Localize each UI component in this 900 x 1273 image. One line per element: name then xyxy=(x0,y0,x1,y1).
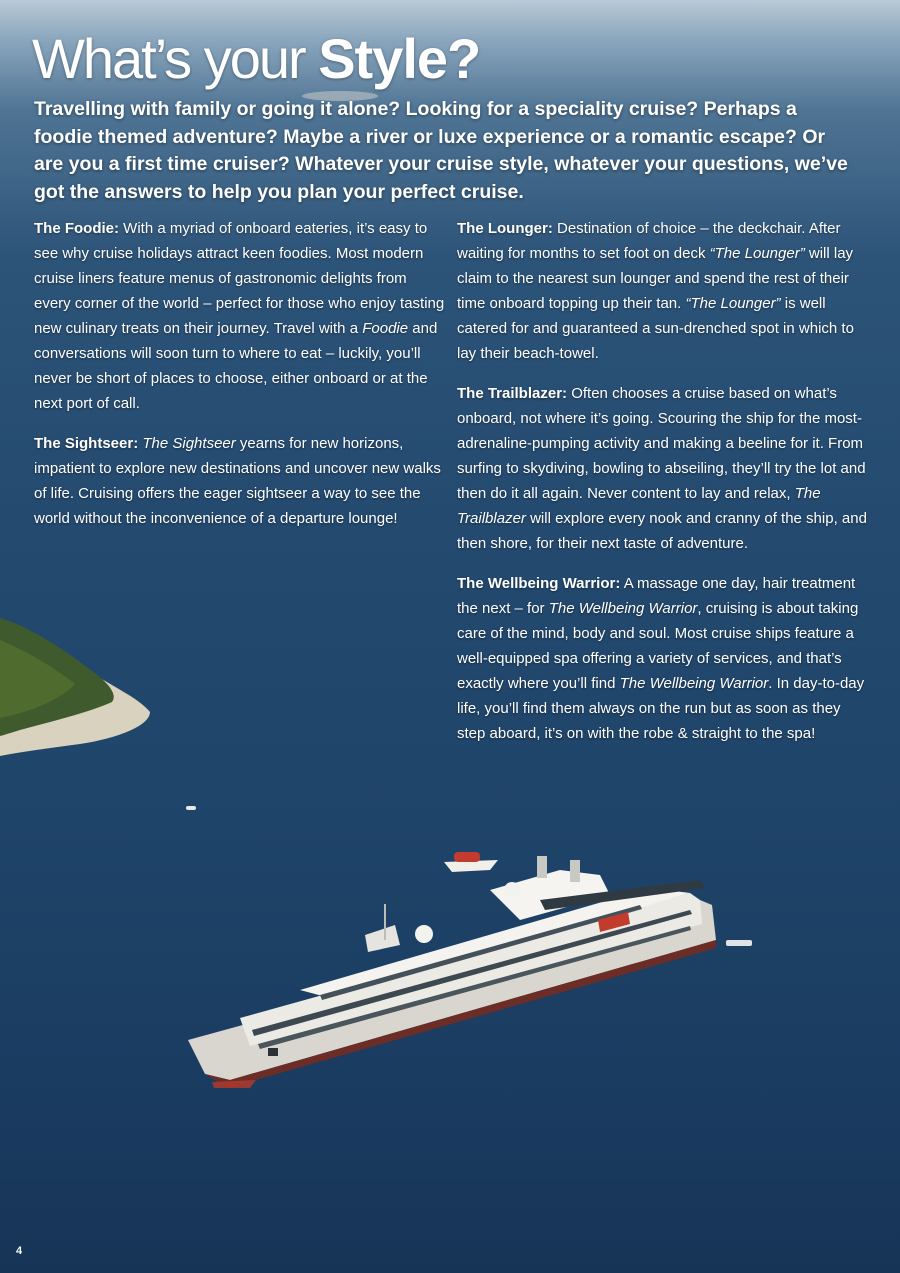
foodie-italic: Foodie xyxy=(362,320,409,337)
trailblazer-heading: The Trailblazer: xyxy=(457,385,568,402)
trailblazer-text: Often chooses a cruise based on what’s onboard, not where it’s going. Scouring the ship for the most-adrenaline-pumping activity and making a beeline for it. From surfing to skydiving, bowling to abseiling, they’ll try the lot and then do it all again. Never content to lay and relax, xyxy=(457,385,866,502)
tender-boat xyxy=(444,852,498,872)
foodie-paragraph xyxy=(34,216,446,416)
trailblazer-italic: The Trailblazer xyxy=(457,485,821,527)
title-light: What’s your xyxy=(32,27,305,90)
wellbeing-italic-2: The Wellbeing Warrior xyxy=(619,675,769,692)
intro-paragraph: Travelling with family or going it alone? Looking for a speciality cruise? Perhaps a foodie themed adventure? Maybe a river or luxe experience or a romantic escape? Or are you a first time cruiser? Whatever your cruise style, whatever your questions, we’ve got the answers to help you plan your perfect cruise. xyxy=(34,98,848,203)
small-boat xyxy=(726,940,752,946)
page-title xyxy=(32,24,480,94)
foodie-text-end: and conversations will soon turn to where to eat – luckily, you’ll never be short of places to choose, either onboard or at the next port of call. xyxy=(34,320,438,412)
wellbeing-text-2: , cruising is about taking care of the mind, body and soul. Most cruise ships feature a well-equipped spa offering a variety of services, and that’s exactly where you’ll find xyxy=(457,600,859,692)
wellbeing-text-3: . In day-to-day life, you’ll find them always on the run but as soon as they step aboard, it’s on with the robe & straight to the spa! xyxy=(457,675,865,742)
small-boat xyxy=(186,806,196,810)
wellbeing-italic: The Wellbeing Warrior xyxy=(548,600,698,617)
sightseer-italic: The Sightseer xyxy=(142,435,236,452)
page-number: 4 xyxy=(16,1245,23,1257)
wellbeing-text: A massage one day, hair treatment the next – for xyxy=(457,575,856,617)
lounger-text: Destination of choice – the deckchair. After waiting for months to set foot on deck xyxy=(457,220,841,262)
trailblazer-text-2: will explore every nook and cranny of the ship, and then shore, for their next taste of adventure. xyxy=(457,510,867,552)
left-column xyxy=(34,216,446,546)
title-bold: Style? xyxy=(318,27,481,90)
wellbeing-heading: The Wellbeing Warrior: xyxy=(457,575,621,592)
lounger-italic: “The Lounger” xyxy=(709,245,805,262)
foodie-text: With a myriad of onboard eateries, it’s easy to see why cruise holidays attract keen foodies. Most modern cruise liners feature menus of gastronomic delights from every corner of the world – perfect for those who enjoy tasting new culinary treats on their journey. Travel with a xyxy=(34,220,445,337)
lounger-italic-2: “The Lounger” xyxy=(685,295,781,312)
sightseer-paragraph xyxy=(34,431,446,531)
cruise-ship-image xyxy=(188,856,716,1088)
lounger-text-3: is well catered for and guaranteed a sun-drenched spot in which to lay their beach-towel. xyxy=(457,295,854,362)
wellbeing-paragraph xyxy=(457,571,873,746)
trailblazer-paragraph xyxy=(457,381,873,556)
sightseer-text: yearns for new horizons, impatient to explore new destinations and uncover new walks of life. Cruising offers the eager sightseer a way to see the world without the inconvenience of a departure lounge! xyxy=(34,435,441,527)
lounger-heading: The Lounger: xyxy=(457,220,553,237)
right-column xyxy=(457,216,873,761)
island-image xyxy=(0,618,150,756)
lounger-paragraph xyxy=(457,216,873,366)
sightseer-heading: The Sightseer: xyxy=(34,435,139,452)
lounger-text-2: will lay claim to the nearest sun lounger and spend the rest of their time onboard topping up their tan. xyxy=(457,245,854,312)
foodie-heading: The Foodie: xyxy=(34,220,119,237)
